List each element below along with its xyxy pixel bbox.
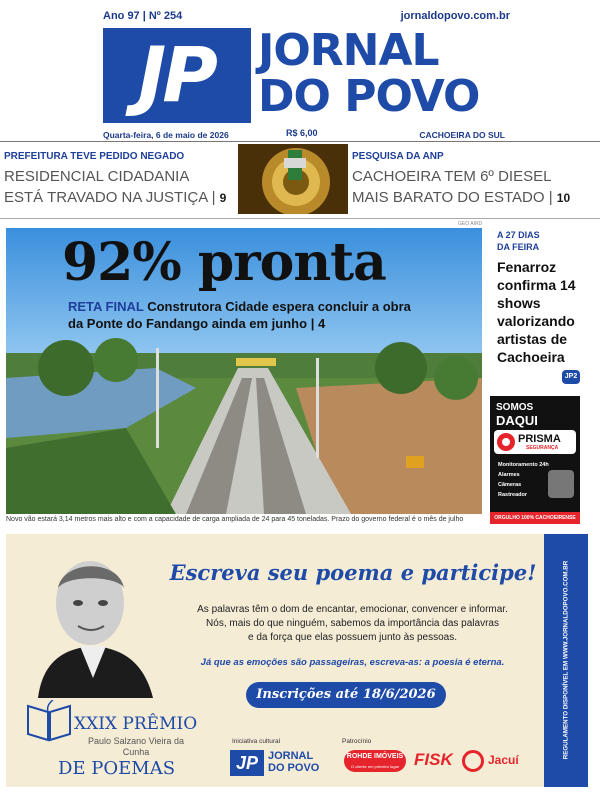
side-headline[interactable]: Fenarroz confirma 14 shows valorizando artistas de Cachoeira [497,259,576,365]
teaser-headline [352,166,600,209]
prisma-services [498,460,549,500]
photo-caption: Novo vão estará 3,14 metros mais alto e com a capacidade de carga ampliada de 24 para 45 toneladas. Prazo do governo federal é o mês de julho [6,516,464,523]
portrait-photo [18,548,168,698]
ad-body [160,603,545,645]
photo-credit: GEO AIRD [458,221,483,227]
teaser-page-number: 10 [556,191,571,205]
prisma-footer: ORGULHO 100% CACHOEIRENSE [490,512,580,524]
prisma-service: Rastreador [498,492,528,498]
section-badge: JP2 [562,370,580,384]
teaser-kicker: PESQUISA DA ANP [352,151,444,162]
logo-initials: JP [138,30,214,119]
teaser-right[interactable] [352,151,600,209]
open-book-icon [24,700,74,744]
ad-tagline [160,657,545,668]
initiative-logo-badge [230,750,264,776]
prisma-service: Alarmes [498,472,520,478]
teaser-headline-line2: MAIS BARATO DO ESTADO | 10 [352,189,571,206]
website-link[interactable]: jornaldopovo.com.br [400,10,510,22]
prisma-ad[interactable] [490,396,580,524]
jacui-logo-icon [462,750,484,772]
sponsor-jacui[interactable] [462,750,532,772]
teaser-page-number: 9 [219,191,227,205]
teaser-divider [0,218,600,219]
newspaper-name [258,25,498,122]
teaser-headline-line2: ESTÁ TRAVADO NA JUSTIÇA | 9 [4,189,227,206]
prize-subtitle: DE POEMAS [58,758,176,779]
lead-page-number: 4 [317,316,326,331]
teaser-left[interactable] [4,151,234,209]
prisma-ad-line2: DAQUI [496,413,538,428]
newspaper-name-line1: JORNAL [258,25,439,76]
initiative-logo-initials: JP [235,753,259,773]
registration-deadline-button[interactable]: Inscrições até 18/6/2026 [246,682,446,708]
teaser-headline [4,166,234,209]
prisma-service: Monitoramento 24h [498,462,549,468]
ad-body-line: e da força que elas possuem junto às pessoas. [247,632,458,643]
prisma-ad-line1: SOMOS [496,402,534,413]
sponsor-label: Patrocínio [342,738,372,745]
lead-kicker: RETA FINAL [68,299,144,314]
prize-honoree: Paulo Salzano Vieira da Cunha [88,736,184,757]
initiative-logo-line1: JORNAL [268,750,314,762]
sponsor-fisk[interactable]: FISK [414,750,453,769]
prisma-eye-icon [497,433,515,451]
lead-deck-text: Construtora Cidade espera concluir a obra da Ponte do Fandango ainda em junho [68,299,411,331]
sponsor-rohde[interactable] [344,750,406,772]
diesel-nozzle-photo [238,144,348,214]
side-kicker [497,229,597,253]
ad-title: Escreva seu poema e participe! [169,560,537,585]
initiative-label: Iniciativa cultural [232,738,281,745]
sponsor-rohde-tagline: O cliente em primeiro lugar [350,764,400,769]
issue-city: CACHOEIRA DO SUL [419,130,505,140]
initiative-logo-name [268,750,319,774]
camera-icon [548,470,574,498]
lead-deck: RETA FINAL Construtora Cidade espera concluir a obra da Ponte do Fandango ainda em junho | 4 [68,299,411,331]
side-kicker-line1: A 27 DIAS [497,230,540,240]
initiative-logo-line2: DO POVO [268,762,320,774]
issue-price: R$ 6,00 [286,128,318,138]
masthead-divider [0,141,600,142]
teaser-headline-line2-text: ESTÁ TRAVADO NA JUSTIÇA [4,189,208,206]
sponsor-jacui-name: Jacuí [488,753,519,767]
teaser-headline-line2-text: MAIS BARATO DO ESTADO [352,189,545,206]
teaser-headline-line1: CACHOEIRA TEM 6º DIESEL [352,168,552,185]
prisma-brand-sub: SEGURANÇA [526,445,559,451]
side-kicker-line2: DA FEIRA [497,242,540,252]
ad-body-line: As palavras têm o dom de encantar, emocionar, convencer e informar. [197,604,508,615]
ad-body-line: Nós, mais do que ninguém, sabemos da importância das palavras [206,618,499,629]
prisma-logo-box [494,430,576,454]
prisma-service: Câmeras [498,482,522,488]
newspaper-name-line2: DO POVO [258,71,480,122]
edition-number: Ano 97 | Nº 254 [103,10,183,22]
sponsor-rohde-name: ROHDE IMÓVEIS [346,753,404,760]
ad-tagline-emphasis: a poesia é eterna. [424,657,505,668]
regulation-note[interactable]: REGULAMENTO DISPONÍVEL EM WWW.JORNALDOPOVO.COM.BR [562,560,570,760]
lead-headline[interactable]: 92% pronta [62,232,386,293]
teaser-kicker: PREFEITURA TEVE PEDIDO NEGADO [4,151,185,162]
ad-tagline-text: Já que as emoções são passageiras, escreva-as: [200,657,422,668]
prize-title: XXIX PRÊMIO [74,714,198,734]
prisma-brand: PRISMA [518,433,561,445]
teaser-headline-line1: RESIDENCIAL CIDADANIA [4,168,190,185]
issue-date: Quarta-feira, 6 de maio de 2026 [103,130,229,140]
